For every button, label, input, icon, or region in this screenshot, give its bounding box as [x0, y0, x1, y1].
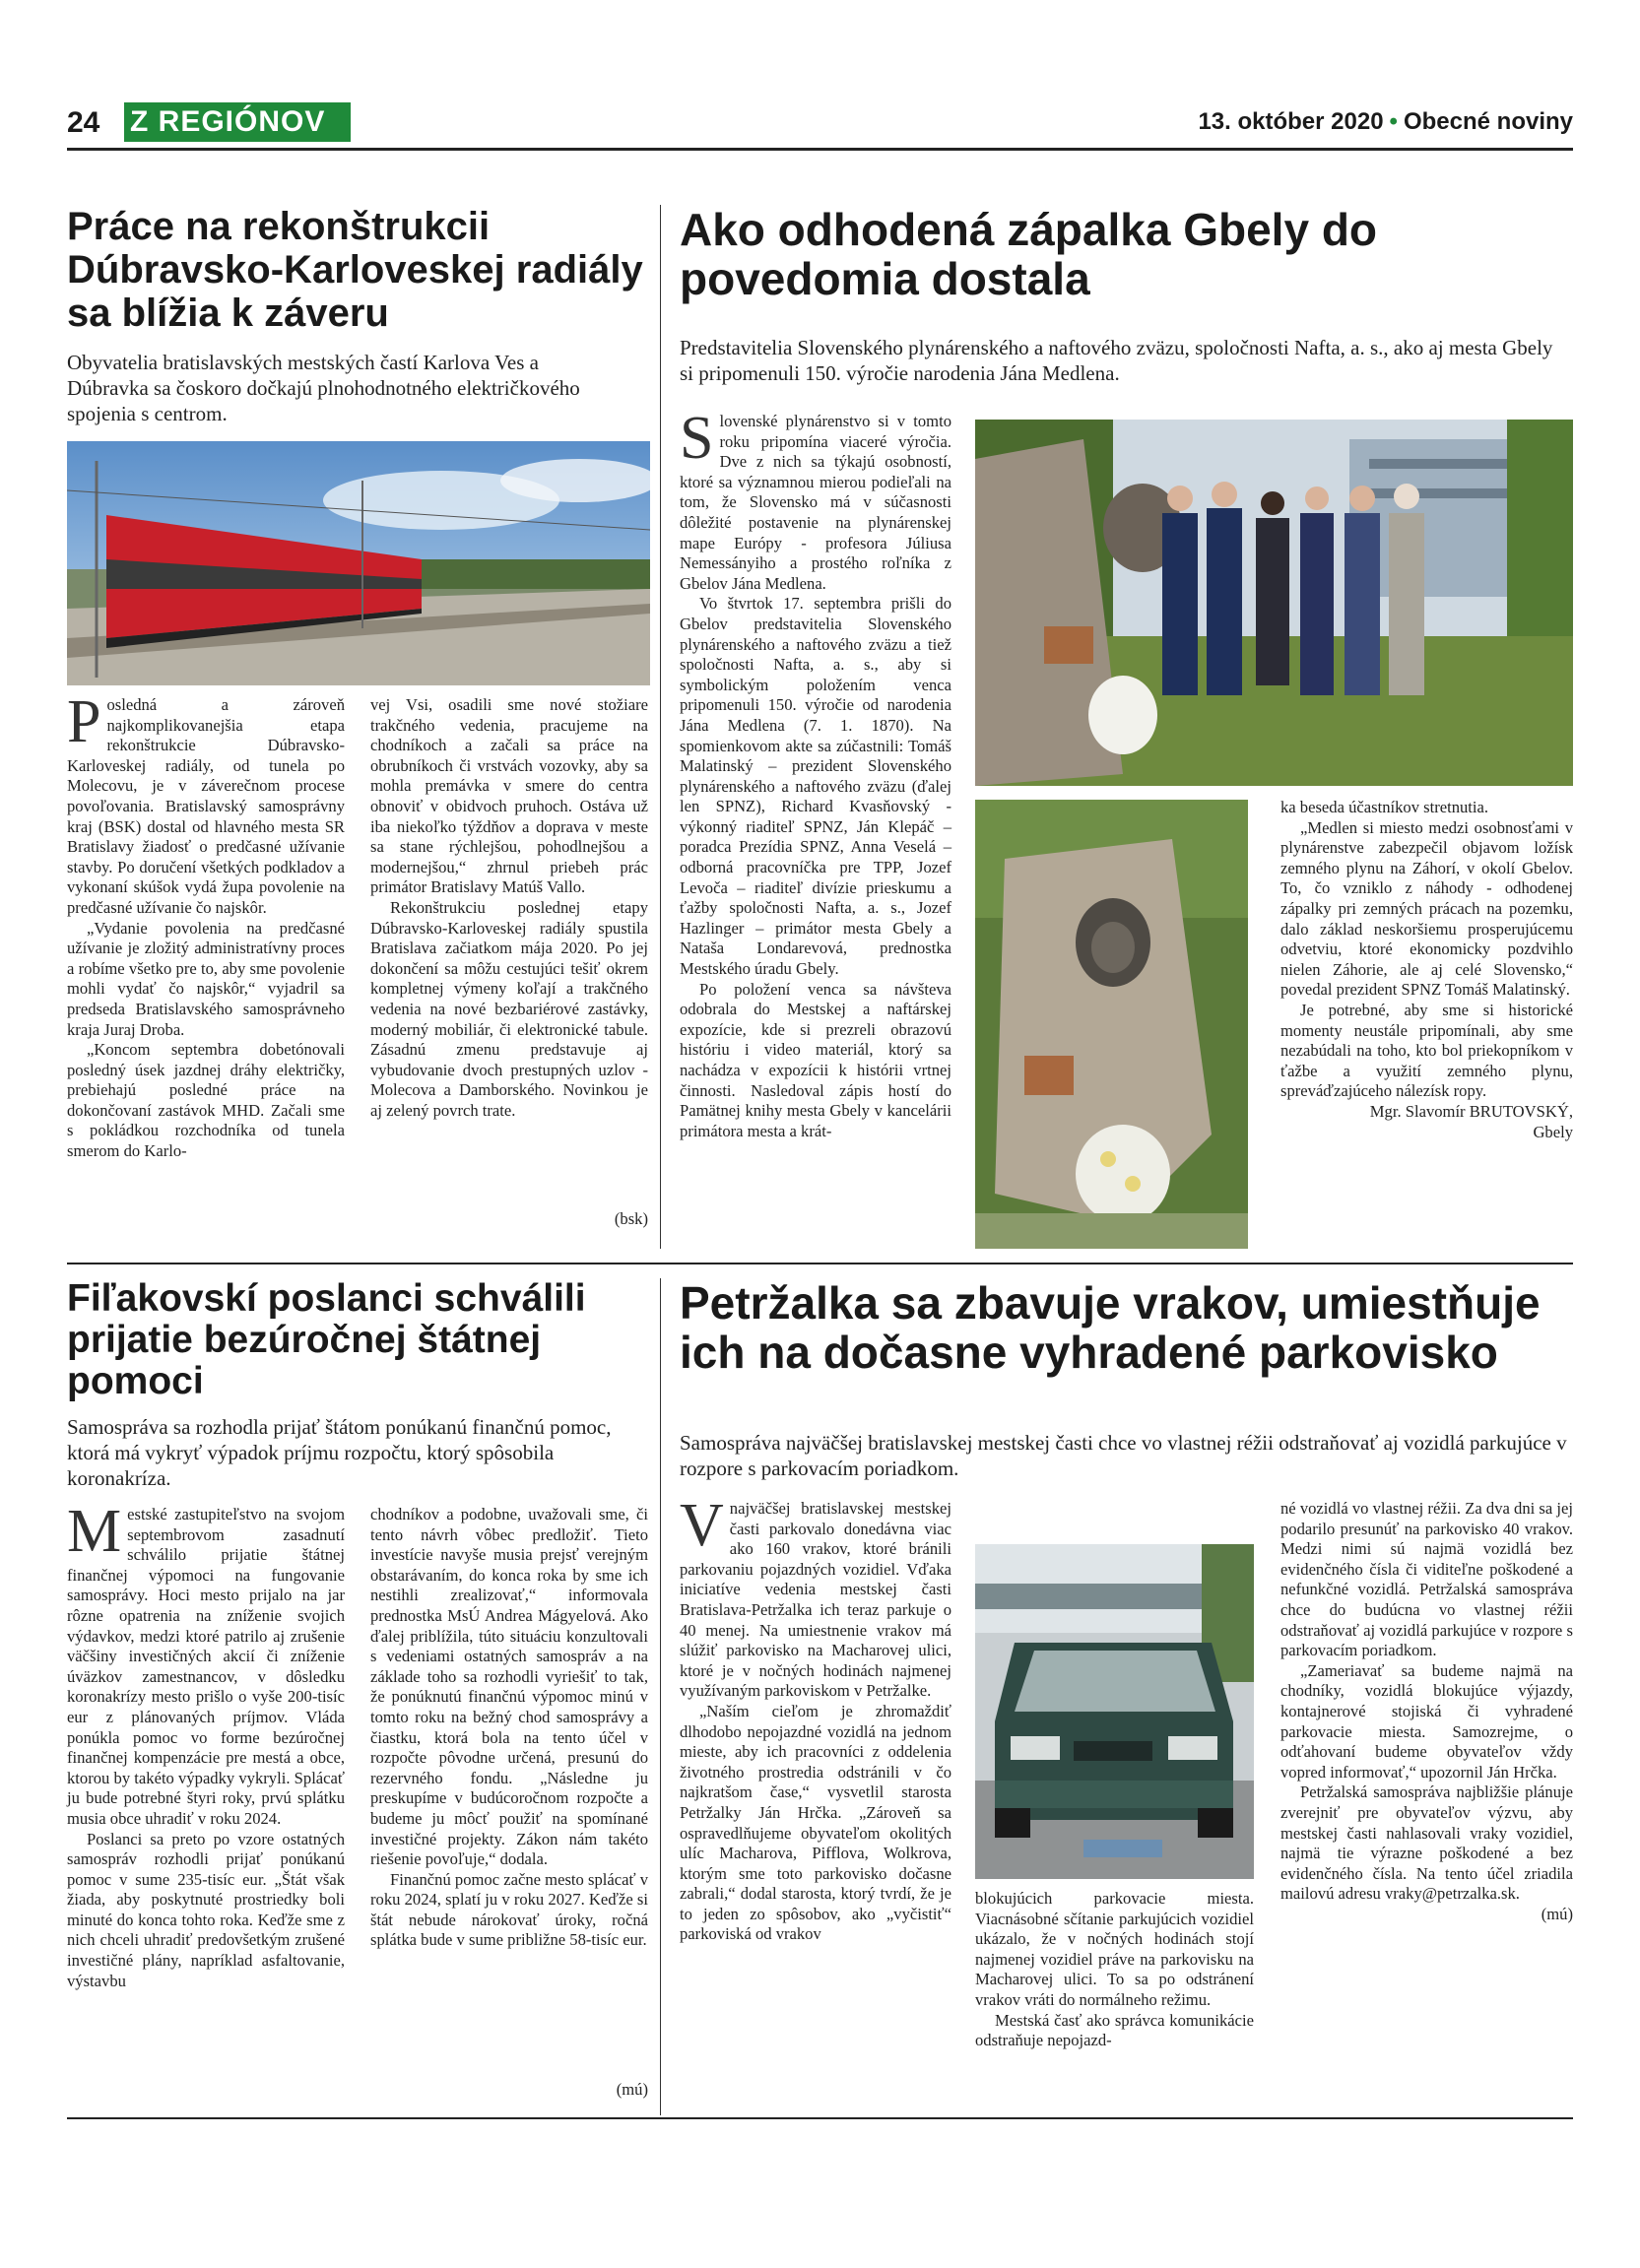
article4-paragraph: „Naším cieľom je zhromaždiť dlhodobo nepojazdné vozidlá na jednom mieste, aby ich pracovníci z oddelenia životného prostredia odstránili v čo najkratšom čase,“ vysvetlil starosta Petržalky Ján Hrčka. „Zároveň sa ospravedlňujeme obyvateľom okolitých ulíc Macharova, Pifflova, Wolkrova, ktorým sme toto parkovisko dočasne zabrali,“ dodal starosta, ktorý tvrdí, že je to jeden zo spôsobov, ako „vyčistiť“ parkoviská od vrakov — [680, 1701, 951, 1944]
article2-paragraph: Po položení venca sa návšteva odobrala do Mestskej a naftárskej expozície, kde si prezreli obrazovú históriu i video materiál, ktorý sa nachádza v expozícii k histórii vrtnej činnosti. Nasledoval zápis hostí do Pamätnej knihy mesta Gbely v kancelárii primátora mesta a krát- — [680, 979, 951, 1140]
article4-lead: Samospráva najväčšej bratislavskej mestskej časti chce vo vlastnej réžii odstraňovať aj vozidlá parkujúce v rozpore s parkovacím poriadkom. — [680, 1431, 1567, 1480]
issue-info — [1198, 108, 1573, 136]
article2-title: Ako odhodená zápalka Gbely do povedomia dostala — [680, 204, 1378, 304]
issue-date: 13. október 2020 — [1198, 108, 1384, 135]
article3-paragraph: estské zastupiteľstvo na svojom septembrovom zasadnutí schválilo prijatie štátnej finančnej výpomoci na fungovanie samosprávy. Hoci mesto prijalo na jar rôzne opatrenia na zníženie svojich výdavkov, medzi ktoré patrilo aj zrušenie väčšiny investičných akcií či zníženie úväzkov zamestnancov, v dôsledku koronakrízy mesto prišlo o vyše 200-tisíc eur z plánovaných príjmov. Vláda ponúkla pomoc vo forme bezúročnej finančnej kompenzácie pre mestá a obce, ktorou by takéto výpadky vykryli. Splácať ju bude potrebné štyri roky, prvú splátku musia obce uhradiť v roku 2024. — [67, 1505, 345, 1828]
article2-paragraph: „Medlen si miesto medzi osobnosťami v plynárenstve zabezpečil objavom ložísk zemného plynu na Záhorí, v okolí Gbelov. To, čo vzniklo z náhody - odhodenej zápalky pri zemných prácach na pozemku, dalo základ neskoršiemu prosperujúcemu odvetviu, ktoré ekonomicky pozdvihlo nielen Záhorie, ale aj celé Slovensko,“ povedal prezident SPNZ Tomáš Malatinský. — [1280, 817, 1573, 1000]
article4-paragraph: Petržalská samospráva najbližšie plánuje zverejniť pre obyvateľov výzvu, aby mestskej časti nahlasovali vraky vozidiel, najmä tie výrazne poškodené a bez evidenčného čísla. Na tento účel zriadila mailovú adresu vraky@petrzalka.sk. — [1280, 1782, 1573, 1904]
article4-title: Petržalka sa zbavuje vrakov, umiestňuje ich na dočasne vyhradené parkovisko — [680, 1277, 1541, 1378]
page-number: 24 — [67, 106, 100, 139]
monument-photo — [975, 800, 1248, 1249]
article4-paragraph: né vozidlá vo vlastnej réžii. Za dva dni sa jej podarilo presunúť na parkovisko 40 vrakov. Medzi nimi sú najmä vozidlá bez evidenčného čísla či viditeľne poškodené a nefunkčné vozidlá. Petržalská samospráva chce do budúcna vo vlastnej réžii odstraňovať aj vozidlá parkujúce v rozpore s parkovacím poriadkom. — [1280, 1499, 1573, 1660]
article4-paragraph: blokujúcich parkovacie miesta. Viacnásobné sčítanie parkujúcich vozidiel ukázalo, že v nočných hodinách stojí najmenej vozidiel práve na parkovisku na Macharovej ulici. To sa po odstránení vrakov vráti do normálneho režimu. — [975, 1889, 1254, 2009]
article2-dropcap: S — [680, 405, 714, 472]
article2-lead: Predstavitelia Slovenského plynárenského a naftového zväzu, spoločnosti Nafta, a. s., ako aj mesta Gbely si pripomenuli 150. výročie narodenia Jána Medlena. — [680, 336, 1553, 385]
article4-column-1 — [680, 1492, 951, 1945]
article1-paragraph: vej Vsi, osadili sme nové stožiare trakčného vedenia, pracujeme na chodníkoch a začali sa práce na obrubníkoch či vrstvách vozovky, aby sa mohla premávka v smere do centra obnoviť v obidvoch pruhoch. Ostáva už iba niekoľko týždňov a doprava v meste sa stane rýchlejšou, pohodlnejšou a modernejšou,“ zhrnul priebeh prác primátor Bratislavy Matúš Vallo. — [370, 695, 648, 897]
article2-column-2 — [1280, 798, 1573, 1142]
article3-paragraph: Finančnú pomoc začne mesto splácať v roku 2024, splatí ju v roku 2027. Keďže si štát nebude nárokovať úroky, ročná splátka bude v sume približne 58-tisíc eur. — [370, 1869, 648, 1950]
article3-paragraph: chodníkov a podobne, uvažovali sme, či tento návrh vôbec predložiť. Tieto investície navyše musia prejsť verejným obstarávaním, do konca roka by sme ich nestihli zrealizovať,“ informovala prednostka MsÚ Andrea Mágyelová. Ako ďalej priblížila, túto situáciu konzultovali s vedeniami ostatných samospráv a na základe toho sa rozhodli vyriešiť to tak, že ponúknutú finančnú výpomoc minú v tomto roku na bežný chod samosprávy a čiastku, ktorá bola na tento účel v rozpočte pôvodne určená, presunú do rezervného fondu. „Následne ju preskupíme v budúcoročnom rozpočte a budeme ju môcť použiť na spomínané investičné projekty. Zákon nám takéto riešenie povoľuje,“ dodala. — [370, 1505, 648, 1869]
article1-column-1 — [67, 688, 345, 1162]
tram-photo — [67, 441, 650, 685]
article1-lead: Obyvatelia bratislavských mestských častí Karlova Ves a Dúbravka sa čoskoro dočkajú plnohodnotného električkového spojenia s centrom. — [67, 351, 580, 425]
article2-paragraph: lovenské plynárenstvo si v tomto roku pripomína viaceré výročia. Dve z nich sa týkajú osobností, ktoré sa významnou mierou podieľali na tom, že Slovensko má v súčasnosti dôležité postavenie na plynárenskej mape Európy - profesora Júliusa Nemessányiho a prostého roľníka z Gbelov Jána Medlena. — [680, 412, 951, 593]
column-divider-top — [660, 205, 661, 1249]
article1-paragraph: osledná a zároveň najkomplikovanejšia etapa rekonštrukcie Dúbravsko-Karloveskej radiály, od tunela po Molecovu, je v záverečnom procese povoľovania. Bratislavský samosprávny kraj (BSK) dostal od hlavného mesta SR Bratislavy žiadosť o predčasné užívanie stavby. Po doručení všetkých podkladov a vykonaní skúšok vydá župa povolenie na predčasné užívanie čo najskôr. — [67, 695, 345, 917]
article3-column-1 — [67, 1498, 345, 1991]
article3-dropcap: M — [67, 1498, 122, 1565]
article1-paragraph: Rekonštrukciu poslednej etapy Dúbravsko-Karloveskej radiály spustila Bratislava začiatkom mája 2020. Po jej dokončení sa môžu cestujúci tešiť okrem kompletnej výmeny koľají a trakčného vedenia na nové bezbariérové zastávky, moderný mobiliár, či elektronické tabule. Zásadnú zmenu predstavuje aj vybudovanie dvoch prestupných uzlov - Molecova a Damborského. Novinkou je aj zelený povrch trate. — [370, 897, 648, 1120]
article4-column-2 — [975, 1889, 1254, 2051]
article3-lead: Samospráva sa rozhodla prijať štátom ponúkanú finančnú pomoc, ktorá má vykryť výpadok príjmu rozpočtu, ktorý spôsobila koronakríza. — [67, 1415, 612, 1490]
article1-column-2 — [370, 695, 648, 1121]
article4-dropcap: V — [680, 1492, 724, 1559]
article1-paragraph: „Vydanie povolenia na predčasné užívanie je zložitý administratívny proces a robíme všetko pre to, aby sme povolenie mohli vydať čo najskôr,“ vyjadril sa predseda Bratislavského samosprávneho kraja Juraj Droba. — [67, 918, 345, 1039]
article4-paragraph: Mestská časť ako správca komunikácie odstraňuje nepojazd- — [975, 2010, 1254, 2050]
article2-signature-name: Mgr. Slavomír BRUTOVSKÝ, — [1369, 1101, 1573, 1121]
article3-column-2 — [370, 1505, 648, 1951]
article3-signature: (mú) — [616, 2080, 648, 2099]
column-divider-bottom — [660, 1278, 661, 2115]
article1-paragraph: „Koncom septembra dobetónovali posledný úsek jazdnej dráhy električky, prebiehajú posledné práce na dokončovaní zastávok MHD. Začali sme s pokládkou rozchodníka od tunela smerom do Karlo- — [67, 1040, 345, 1161]
publication-name: Obecné noviny — [1403, 108, 1573, 135]
header-rule — [67, 148, 1573, 151]
article1-dropcap: P — [67, 688, 101, 755]
article1-title: Práce na rekonštrukcii Dúbravsko-Karloveskej radiály sa blížia k záveru — [67, 205, 643, 335]
separator-dot: • — [1389, 108, 1398, 135]
article3-title: Fiľakovskí poslanci schválili prijatie bezúročnej štátnej pomoci — [67, 1277, 586, 1402]
article1-signature: (bsk) — [614, 1209, 648, 1228]
middle-rule — [67, 1263, 1573, 1264]
article4-column-3 — [1280, 1499, 1573, 1924]
article2-paragraph: Vo štvrtok 17. septembra prišli do Gbelov predstavitelia Slovenského plynárenského a naftového zväzu a tiež spoločnosti Nafta, a. s., aby si symbolickým položením venca pripomenuli 150. výročie od narodenia Jána Medlena (7. 1. 1870). Na spomienkovom akte sa zúčastnili: Tomáš Malatinský – prezident Slovenského plynárenského a naftového zväzu (ďalej len SPNZ), Richard Kvasňovský - výkonný riaditeľ SPNZ, Ján Klepáč – poradca Prezídia SPNZ, Anna Veselá – odborná pracovníčka pre TPP, Jozef Levoča – riaditeľ divízie prieskumu a ťažby spoločnosti Nafta, a. s., Jozef Hazlinger – primátor mesta Gbely a Nataša Londarevová, prednostka Mestského úradu Gbely. — [680, 594, 951, 979]
article2-signature-place: Gbely — [1533, 1122, 1573, 1141]
article3-paragraph: Poslanci sa preto po vzore ostatných samospráv rozhodli prijať ponúkanú pomoc v sume 235-tisíc eur. „Štát však žiada, aby poskytnuté prostriedky boli minuté do konca tohto roka. Keďže sme z nich chceli uhradiť predovšetkým zrušené investičné plány, napríklad asfaltovanie, výstavbu — [67, 1829, 345, 1990]
article2-paragraph: Je potrebné, aby sme si historické momenty neustále pripomínali, aby sme nezabúdali na toho, kto bol priekopníkom v ťažbe a využití zemného plynu, spreváďzajúceho nálezísk ropy. — [1280, 1000, 1573, 1101]
article4-paragraph: „Zameriavať sa budeme najmä na chodníky, vozidlá blokujúce výjazdy, kontajnerové stojiská či vyhradené parkovacie miesta. Samozrejme, o odťahovaní budeme obyvateľov vždy vopred informovať,“ upozornil Ján Hrčka. — [1280, 1660, 1573, 1782]
article4-signature: (mú) — [1541, 1904, 1573, 1923]
ceremony-photo — [975, 420, 1573, 786]
section-label: Z REGIÓNOV — [124, 102, 351, 142]
bottom-rule — [67, 2117, 1573, 2119]
wreck-car-photo — [975, 1544, 1254, 1879]
article2-column-1 — [680, 405, 951, 1141]
article4-paragraph: najväčšej bratislavskej mestskej časti parkovalo donedávna viac ako 160 vrakov, ktoré bránili parkovaniu pojazdných vozidiel. Vďaka iniciatíve vedenia mestskej časti Bratislava-Petržalka ich teraz parkuje o 40 menej. Na umiestnenie vrakov má slúžiť parkovisko na Macharovej ulici, ktoré je v nočných hodinách najmenej využívaným parkoviskom v Petržalke. — [680, 1499, 951, 1701]
article2-paragraph: ka beseda účastníkov stretnutia. — [1280, 798, 1489, 816]
